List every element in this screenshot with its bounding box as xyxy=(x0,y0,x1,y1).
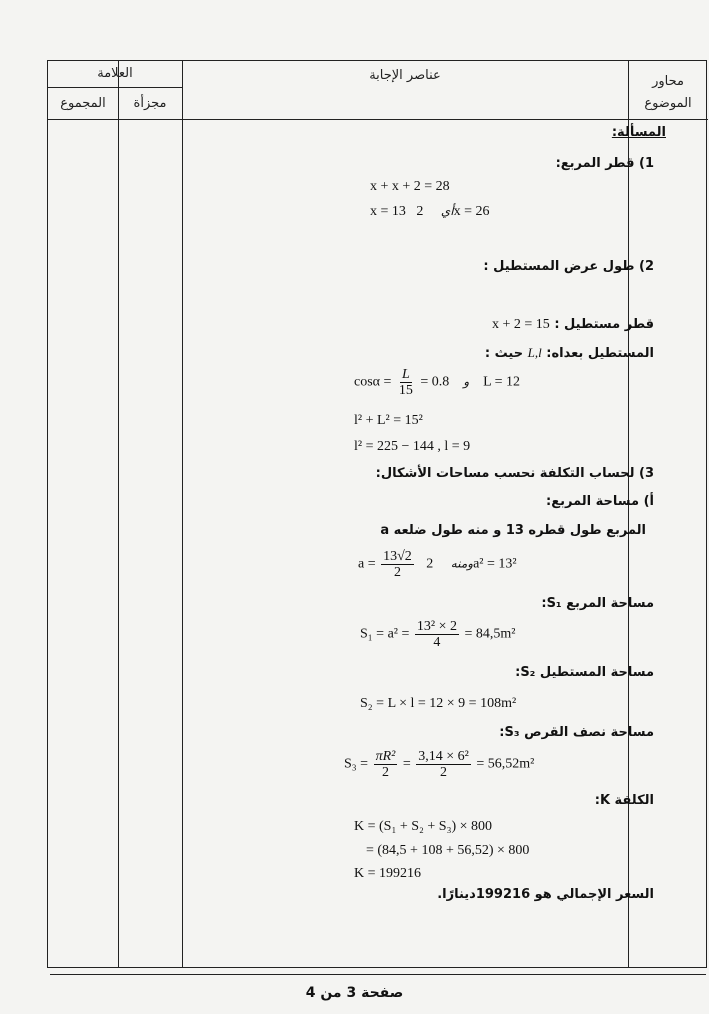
partial-header: مجزأة xyxy=(133,96,167,111)
s1-numerator: 13² × 2 xyxy=(416,619,457,634)
cost-equation-2: = (84,5 + 108 + 56,52) × 800 xyxy=(366,843,530,858)
col-divider-total-partial xyxy=(118,61,119,967)
s1-denominator: 4 xyxy=(433,635,441,650)
page-number: صفحة 3 من 4 xyxy=(305,985,404,1001)
q2-title: 2) طول عرض المستطيل : xyxy=(483,259,654,274)
cost-label: الكلفة K: xyxy=(594,793,654,808)
s3-denominator-1: 2 xyxy=(381,765,389,780)
s3-lhs: S₃ = xyxy=(344,756,369,772)
q1-equation-1: x + x + 2 = 28 xyxy=(370,179,450,194)
answer-content xyxy=(230,61,674,969)
s3-fraction-1 xyxy=(374,749,398,780)
rect-diagonal-line xyxy=(492,317,654,333)
answer-elements-header: عناصر الإجابة xyxy=(369,68,441,83)
cos-fraction xyxy=(397,367,415,398)
L-value: L = 12 xyxy=(483,374,521,390)
q1-2x-value: 2x = 26 xyxy=(416,204,490,219)
cost-equation-3: K = 199216 xyxy=(354,866,422,881)
s3-rhs: = 56,52m² xyxy=(476,756,535,772)
cos-lhs: cosα = xyxy=(354,374,392,390)
grade-header: العلامة xyxy=(97,66,133,81)
grade-subheader-line xyxy=(48,87,182,88)
cost-equation-1: K = (S₁ + S₂ + S₃) × 800 xyxy=(354,819,493,834)
axes-header: محاور الموضوع xyxy=(644,74,692,111)
s3-fraction-2 xyxy=(416,749,471,780)
rect-dimensions-suffix: حيث : xyxy=(484,346,524,361)
s3-denominator-2: 2 xyxy=(440,765,448,780)
rect-dimensions-label: المستطيل بعداه: xyxy=(546,346,654,361)
cos-denominator: 15 xyxy=(398,383,413,398)
rect-dimensions-vars: L,l xyxy=(527,345,542,360)
square-side-text: المربع طول قطره 13 و منه طول ضلعه a xyxy=(380,523,646,538)
s3-numerator-1: πR² xyxy=(375,749,396,764)
answer-grid-table xyxy=(47,60,707,968)
l-equation: l² = 225 − 144 , l = 9 xyxy=(354,439,471,454)
s2-equation: S₂ = L × l = 12 × 9 = 108m² xyxy=(360,696,517,711)
a-numerator: 13√2 xyxy=(383,549,412,564)
s1-equation xyxy=(360,619,515,650)
s3-equals: = xyxy=(402,756,411,772)
rect-diagonal-equation: x + 2 = 15 xyxy=(492,317,550,332)
cos-equation xyxy=(354,367,520,398)
a-lhs: a = xyxy=(358,556,376,572)
total-price-sentence: السعر الإجمالي هو 199216دينارًا. xyxy=(437,887,654,902)
cos-connector: و xyxy=(463,374,470,389)
s1-lhs: S₁ = a² = xyxy=(360,626,410,642)
a-relation: 2a² = 13² xyxy=(426,556,517,572)
footer-rule xyxy=(50,974,706,975)
a-fraction xyxy=(381,549,414,580)
s3-numerator-2: 3,14 × 6² xyxy=(418,749,469,764)
rect-dimensions-line xyxy=(485,345,654,361)
rect-diagonal-label: قطر مستطيل : xyxy=(554,317,654,332)
q3-title: 3) لحساب التكلفة نحسب مساحات الأشكال: xyxy=(375,466,654,481)
s3-label: مساحة نصف القرص S₃: xyxy=(499,725,654,740)
a-connector: ومنه xyxy=(450,556,474,571)
a-denominator: 2 xyxy=(393,565,401,580)
q1-title: 1) قطر المربع: xyxy=(555,156,654,171)
cos-rhs: = 0.8 xyxy=(420,374,450,390)
total-header: المجموع xyxy=(60,96,106,111)
s2-label: مساحة المستطيل S₂: xyxy=(515,665,654,680)
side-a-equation xyxy=(358,549,517,580)
s1-fraction xyxy=(415,619,459,650)
s1-rhs: = 84,5m² xyxy=(464,626,516,642)
q1-equation-2 xyxy=(370,204,490,220)
q1-connector: أي xyxy=(440,204,454,218)
pythagoras-equation: l² + L² = 15² xyxy=(354,413,423,428)
q3a-title: أ) مساحة المربع: xyxy=(546,494,654,509)
col-divider-partial-content xyxy=(182,61,183,967)
q1-x-value: x = 13 xyxy=(370,204,406,219)
s1-label: مساحة المربع S₁: xyxy=(541,596,654,611)
cos-numerator: L xyxy=(402,367,410,382)
s3-equation xyxy=(344,749,534,780)
problem-label: المسألة: xyxy=(611,125,666,140)
